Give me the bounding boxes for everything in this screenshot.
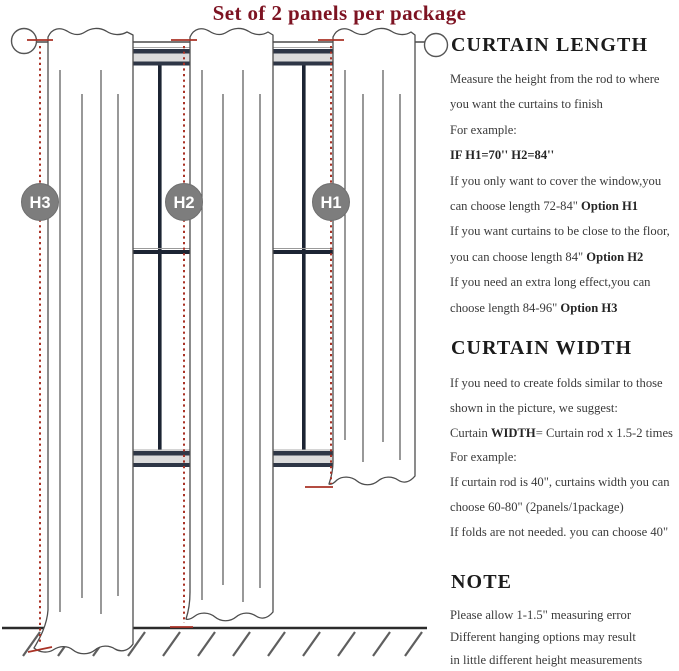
text-line: choose length 84-96" Option H3 <box>450 300 618 315</box>
note-heading: NOTE <box>451 571 513 593</box>
text-line: For example: <box>450 450 517 465</box>
text-line: can choose length 72-84" Option H1 <box>450 199 639 214</box>
text-line: If you only want to cover the window,you <box>450 173 662 188</box>
text-line: you want the curtains to finish <box>450 97 603 112</box>
window-mullion-right <box>302 66 306 450</box>
badge-h2 <box>166 184 203 221</box>
badge-h3 <box>22 184 59 221</box>
info-column <box>449 0 679 671</box>
text-line: Curtain WIDTH= Curtain rod x 1.5-2 times <box>450 425 673 440</box>
text-line: in little different height measurements <box>450 652 643 667</box>
text-line: If you need to create folds similar to those <box>450 376 663 390</box>
text-line: For example: <box>450 122 517 137</box>
badge-h3-label: H3 <box>29 194 51 212</box>
rod-finial-right <box>425 34 448 57</box>
badge-h1-label: H1 <box>320 194 342 212</box>
text-line: If you want curtains to be close to the floor, <box>450 224 670 239</box>
curtain-panel-h2 <box>186 28 273 620</box>
text-line: you can choose length 84" Option H2 <box>450 249 644 264</box>
window-mullion-left <box>158 66 162 450</box>
curtain-width-text <box>450 371 679 545</box>
rod-finial-left <box>12 29 37 54</box>
page-title: Set of 2 panels per package <box>212 1 467 25</box>
text-line: Please allow 1-1.5" measuring error <box>450 608 632 622</box>
badge-h2-label: H2 <box>173 194 195 212</box>
curtain-panel-h3 <box>34 28 133 653</box>
badge-h1 <box>313 184 350 221</box>
text-line: IF H1=70'' H2=84'' <box>450 148 555 163</box>
text-line: Different hanging options may result <box>450 630 636 645</box>
text-line: If folds are not needed. you can choose 40" <box>450 524 669 539</box>
curtain-length-heading: CURTAIN LENGTH <box>451 34 649 56</box>
text-line: Measure the height from the rod to where <box>450 72 660 86</box>
text-line: choose 60-80" (2panels/1package) <box>450 499 624 514</box>
text-line: If you need an extra long effect,you can <box>450 275 651 290</box>
text-line: shown in the picture, we suggest: <box>450 400 618 415</box>
text-line: If curtain rod is 40", curtains width you can <box>450 475 670 490</box>
curtain-length-text <box>450 67 679 321</box>
curtain-panel-h1 <box>329 28 415 484</box>
curtain-width-heading: CURTAIN WIDTH <box>451 337 633 359</box>
note-text <box>450 604 679 671</box>
